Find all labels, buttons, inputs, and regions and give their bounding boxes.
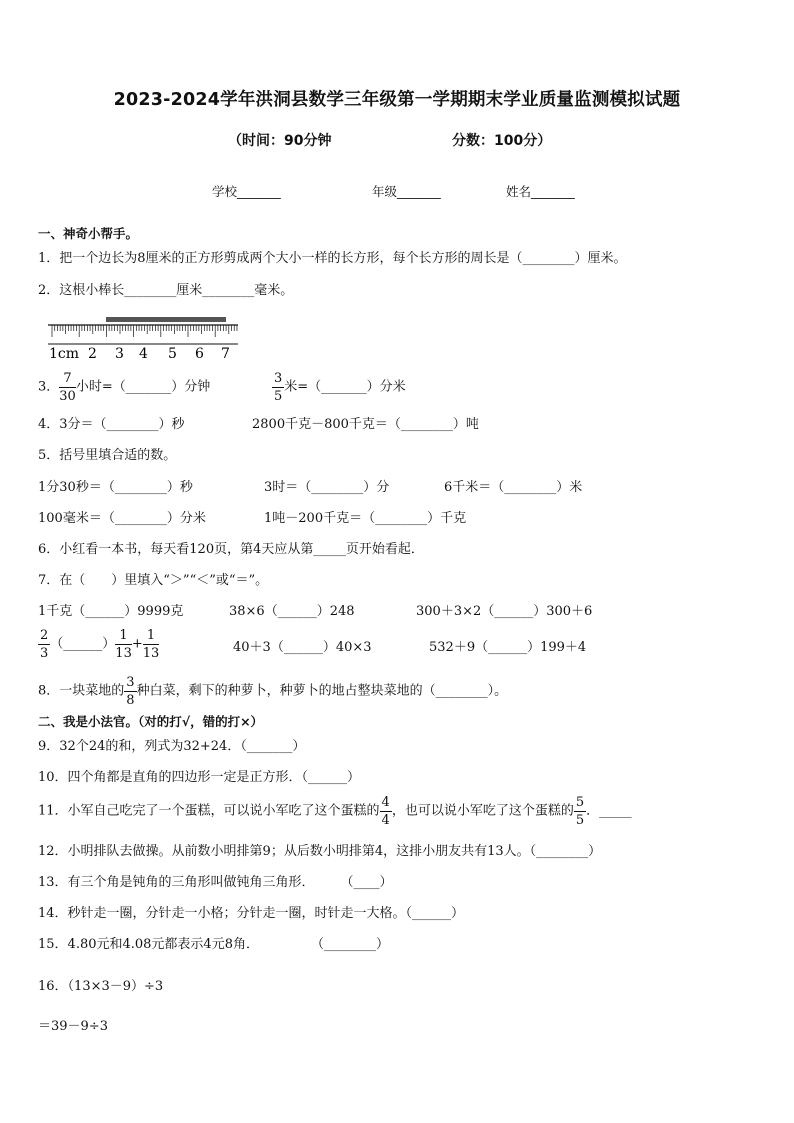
ruler-label-5: 5 — [168, 346, 177, 362]
question-5c: 6千米＝（________）米 — [444, 480, 583, 495]
grade-field[interactable]: 年级_______ — [372, 184, 441, 199]
ruler-label-7: 7 — [221, 346, 230, 362]
question-7f: 532＋9（______）199＋4 — [429, 640, 587, 655]
question-2: 2．这根小棒长________厘米________毫米。 — [38, 283, 294, 298]
fraction-3-8: $\frac{3}{8}$ — [126, 675, 135, 708]
stick-bar — [106, 317, 226, 322]
fraction-1-13-a: $\frac{1}{13}$ — [115, 628, 132, 661]
question-14: 14．秒针走一圈，分针走一小格；分针走一圈，时针走一大格。（______） — [38, 906, 465, 921]
section-heading-2: 二、我是小法官。（对的打√，错的打×） — [38, 714, 264, 729]
question-11: 11．小军自己吃完了一个蛋糕，可以说小军吃了这个蛋糕的 $\frac{4}{4}$ ，也可以说小军吃了这个蛋糕的 $\frac{5}{5}$ ．_____ — [38, 795, 632, 828]
fraction-7-30: $\frac{7}{30}$ — [59, 371, 76, 404]
question-7c: 300＋3×2（______）300＋6 — [416, 604, 593, 619]
question-8: 8．一块菜地的 $\frac{3}{8}$ 种白菜，剩下的种萝卜，种萝卜的地占整块菜地的（________）。 — [38, 675, 508, 708]
section-heading-1: 一、神奇小帮手。 — [38, 226, 139, 241]
question-15: 15．4.80元和4.08元都表示4元8角． （________） — [38, 937, 389, 952]
question-4b: 2800千克－800千克＝（________）吨 — [252, 417, 479, 432]
fraction-2-3: $\frac{2}{3}$ — [40, 628, 49, 661]
question-7: 7．在（ ）里填入“＞”“＜”或“＝”。 — [38, 573, 269, 588]
exam-score: 分数：100分） — [452, 133, 552, 149]
question-16-step: ＝39－9÷3 — [38, 1019, 108, 1034]
question-7e: 40＋3（______）40×3 — [233, 640, 372, 655]
question-4a: 4．3分＝（________）秒 — [38, 417, 185, 432]
question-7d: $\frac{2}{3}$ （______） $\frac{1}{13}$ + $\frac{1}{13}$ — [40, 628, 160, 661]
question-3: 3． $\frac{7}{30}$ 小时=（_______）分钟 — [38, 371, 211, 404]
question-10: 10．四个角都是直角的四边形一定是正方形．（______） — [38, 770, 361, 785]
ruler-figure — [46, 313, 242, 363]
ruler-label-4: 4 — [139, 346, 148, 362]
question-5a: 1分30秒＝（________）秒 — [38, 480, 193, 495]
ruler-label-2: 2 — [88, 346, 97, 362]
fraction-1-13-b: $\frac{1}{13}$ — [142, 628, 160, 661]
question-7a: 1千克（______）9999克 — [38, 604, 184, 619]
question-13: 13．有三个角是钝角的三角形叫做钝角三角形． （____） — [38, 875, 393, 890]
question-16: 16．（13×3－9）÷3 — [38, 979, 164, 994]
ruler-label-3: 3 — [115, 346, 124, 362]
fraction-3-5: $\frac{3}{5}$ — [274, 371, 283, 404]
question-7b: 38×6（______）248 — [229, 604, 355, 619]
question-1: 1．把一个边长为8厘米的正方形剪成两个大小一样的长方形，每个长方形的周长是（________）厘米。 — [38, 251, 627, 266]
question-5e: 1吨－200千克＝（________）千克 — [264, 511, 467, 526]
question-5d: 100毫米＝（________）分米 — [38, 511, 206, 526]
school-field[interactable]: 学校_______ — [212, 184, 281, 199]
exam-time: （时间：90分钟 — [228, 133, 332, 149]
page-title: 2023-2024学年洪洞县数学三年级第一学期期末学业质量监测模拟试题 — [113, 90, 681, 110]
question-3b: $\frac{3}{5}$ 米=（_______）分米 — [274, 371, 406, 404]
fraction-4-4: $\frac{4}{4}$ — [381, 795, 390, 828]
question-6: 6．小红看一本书，每天看120页，第4天应从第_____页开始看起． — [38, 542, 424, 557]
ruler-label-6: 6 — [195, 346, 204, 362]
question-12: 12．小明排队去做操。从前数小明排第9；从后数小明排第4，这排小朋友共有13人。（________） — [38, 844, 602, 859]
ruler-label-1cm: 1cm — [49, 346, 80, 362]
question-9: 9．32个24的和，列式为32+24．（_______） — [38, 739, 306, 754]
fraction-5-5: $\frac{5}{5}$ — [575, 795, 585, 828]
name-field[interactable]: 姓名_______ — [506, 184, 575, 199]
question-5b: 3时＝（________）分 — [264, 480, 390, 495]
question-5: 5．括号里填合适的数。 — [38, 448, 177, 463]
